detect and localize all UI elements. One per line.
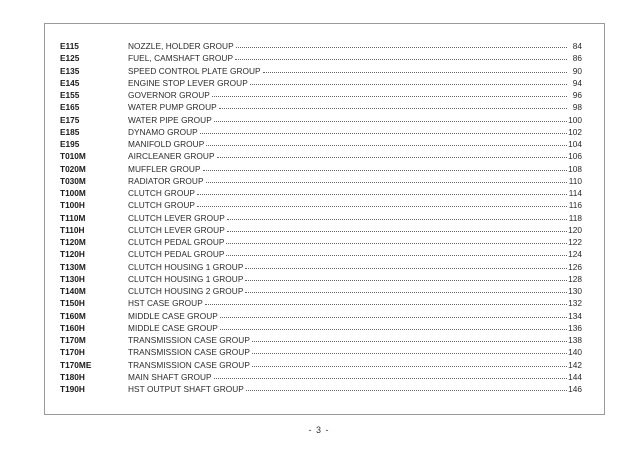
- toc-entry: [60, 101, 582, 113]
- toc-dot-leader: [220, 317, 567, 318]
- toc-entry: [60, 175, 582, 187]
- toc-entry-title: CLUTCH GROUP: [128, 188, 195, 198]
- toc-entry-code: E115: [60, 41, 79, 51]
- toc-entry: [60, 248, 582, 260]
- toc-dot-leader: [217, 157, 567, 158]
- toc-entry: [60, 285, 582, 297]
- toc-dot-leader: [203, 170, 567, 171]
- toc-entry: [60, 65, 582, 77]
- toc-entry-code: E145: [60, 77, 80, 88]
- toc-entry-code: T110H: [60, 224, 85, 235]
- toc-entry-title: MANIFOLD GROUP: [128, 139, 205, 149]
- toc-dot-leader: [227, 219, 567, 220]
- toc-entry-code: E135: [60, 65, 80, 76]
- toc-dot-leader: [219, 108, 567, 109]
- toc-entry-page: 86: [572, 53, 582, 64]
- toc-dot-leader: [214, 121, 567, 122]
- toc-dot-leader: [197, 206, 567, 207]
- toc-entry-code: T120H: [60, 249, 85, 260]
- toc-entry-title: MIDDLE CASE GROUP: [128, 322, 218, 333]
- toc-entry-page: 142: [568, 359, 582, 370]
- toc-entry-title: CLUTCH PEDAL GROUP: [128, 237, 225, 247]
- toc-entry-page: 144: [568, 371, 582, 382]
- toc-entry-page: 90: [572, 65, 582, 76]
- toc-entry-page: 106: [568, 151, 582, 162]
- toc-entry-title: MUFFLER GROUP: [128, 163, 201, 174]
- toc-entry-page: 108: [568, 163, 582, 174]
- toc-entry-code: E125: [60, 53, 80, 64]
- toc-entry-page: 110: [568, 175, 582, 186]
- toc-entry-title: CLUTCH LEVER GROUP: [128, 224, 225, 235]
- toc-entry-title: WATER PUMP GROUP: [128, 102, 217, 113]
- toc-entry: [60, 236, 582, 248]
- toc-entry-title: FUEL, CAMSHAFT GROUP: [128, 53, 234, 64]
- toc-entry-code: T100H: [60, 200, 85, 211]
- toc-entry-code: T150H: [60, 298, 85, 309]
- table-of-contents: [60, 40, 582, 395]
- toc-dot-leader: [252, 341, 567, 342]
- toc-entry-page: 94: [572, 77, 582, 88]
- toc-entry-code: E155: [60, 90, 80, 100]
- toc-entry: [60, 212, 582, 224]
- toc-entry-code: T130M: [60, 261, 86, 272]
- toc-entry-title: CLUTCH PEDAL GROUP: [128, 249, 225, 260]
- toc-entry-title: AIRCLEANER GROUP: [128, 151, 215, 162]
- toc-dot-leader: [226, 243, 567, 244]
- toc-dot-leader: [245, 292, 567, 293]
- toc-dot-leader: [236, 47, 567, 48]
- toc-entry-page: 116: [568, 200, 582, 211]
- toc-entry: [60, 40, 582, 52]
- toc-entry-title: ENGINE STOP LEVER GROUP: [128, 77, 248, 88]
- toc-entry-page: 84: [572, 41, 582, 51]
- toc-entry-code: T190H: [60, 384, 85, 394]
- toc-entry-code: T160M: [60, 310, 86, 321]
- toc-entry-title: CLUTCH HOUSING 2 GROUP: [128, 286, 244, 296]
- toc-entry-title: DYNAMO GROUP: [128, 126, 198, 137]
- toc-dot-leader: [200, 133, 567, 134]
- toc-dot-leader: [206, 145, 567, 146]
- toc-dot-leader: [197, 194, 567, 195]
- toc-entry-page: 128: [568, 273, 582, 284]
- toc-dot-leader: [214, 378, 567, 379]
- toc-entry-code: E175: [60, 114, 80, 125]
- toc-entry-code: T170ME: [60, 359, 92, 370]
- toc-entry-title: HST OUTPUT SHAFT GROUP: [128, 384, 244, 394]
- toc-entry-page: 96: [572, 90, 582, 100]
- toc-entry-title: MAIN SHAFT GROUP: [128, 371, 212, 382]
- toc-entry-page: 130: [568, 286, 582, 296]
- toc-entry-title: CLUTCH LEVER GROUP: [128, 212, 225, 223]
- toc-entry: [60, 52, 582, 64]
- toc-entry: [60, 89, 582, 101]
- toc-entry-page: 138: [568, 335, 582, 345]
- toc-entry-title: CLUTCH HOUSING 1 GROUP: [128, 261, 244, 272]
- toc-entry-page: 132: [568, 298, 582, 309]
- toc-entry: [60, 383, 582, 395]
- toc-entry-code: T180H: [60, 371, 85, 382]
- toc-entry-title: MIDDLE CASE GROUP: [128, 310, 218, 321]
- toc-entry: [60, 163, 582, 175]
- toc-entry: [60, 334, 582, 346]
- toc-entry-code: E195: [60, 139, 80, 149]
- toc-entry-title: TRANSMISSION CASE GROUP: [128, 359, 250, 370]
- toc-entry-code: T170H: [60, 347, 85, 358]
- toc-entry: [60, 126, 582, 138]
- toc-entry-title: CLUTCH HOUSING 1 GROUP: [128, 273, 244, 284]
- toc-entry-title: WATER PIPE GROUP: [128, 114, 212, 125]
- toc-entry: [60, 346, 582, 358]
- toc-entry-page: 146: [568, 384, 582, 394]
- toc-entry-code: T130H: [60, 273, 85, 284]
- toc-entry: [60, 297, 582, 309]
- toc-entry-page: 114: [568, 188, 582, 198]
- toc-entry: [60, 77, 582, 89]
- toc-dot-leader: [205, 304, 567, 305]
- toc-entry-page: 136: [568, 322, 582, 333]
- toc-dot-leader: [250, 84, 567, 85]
- toc-dot-leader: [206, 182, 567, 183]
- toc-entry-title: GOVERNOR GROUP: [128, 90, 210, 100]
- toc-dot-leader: [212, 96, 567, 97]
- toc-entry-page: 140: [568, 347, 582, 358]
- toc-entry-title: NOZZLE, HOLDER GROUP: [128, 41, 234, 51]
- toc-entry-page: 118: [568, 212, 582, 223]
- toc-entry-title: CLUTCH GROUP: [128, 200, 195, 211]
- toc-entry-code: T020M: [60, 163, 86, 174]
- toc-entry-code: T010M: [60, 151, 86, 162]
- toc-entry-title: RADIATOR GROUP: [128, 175, 204, 186]
- toc-dot-leader: [246, 390, 567, 391]
- toc-entry-code: T140M: [60, 286, 86, 296]
- toc-entry: [60, 150, 582, 162]
- toc-entry-code: T110M: [60, 212, 86, 223]
- toc-entry-page: 120: [568, 224, 582, 235]
- toc-entry: [60, 199, 582, 211]
- toc-entry-code: T030M: [60, 175, 86, 186]
- toc-entry-title: SPEED CONTROL PLATE GROUP: [128, 65, 261, 76]
- toc-dot-leader: [252, 366, 567, 367]
- toc-entry-page: 104: [568, 139, 582, 149]
- toc-entry-page: 98: [572, 102, 582, 113]
- toc-entry: [60, 187, 582, 199]
- toc-dot-leader: [220, 329, 567, 330]
- toc-entry-page: 134: [568, 310, 582, 321]
- toc-entry-page: 122: [568, 237, 582, 247]
- toc-entry-page: 102: [568, 126, 582, 137]
- toc-entry-code: T170M: [60, 335, 86, 345]
- toc-entry-page: 126: [568, 261, 582, 272]
- toc-dot-leader: [235, 59, 567, 60]
- toc-entry: [60, 273, 582, 285]
- toc-entry: [60, 261, 582, 273]
- toc-dot-leader: [263, 72, 567, 73]
- toc-entry: [60, 224, 582, 236]
- toc-entry-code: T120M: [60, 237, 86, 247]
- toc-entry-title: TRANSMISSION CASE GROUP: [128, 335, 250, 345]
- toc-entry: [60, 322, 582, 334]
- toc-entry-title: TRANSMISSION CASE GROUP: [128, 347, 250, 358]
- page-number: - 3 -: [308, 425, 330, 435]
- toc-entry-code: T100M: [60, 188, 86, 198]
- toc-entry: [60, 371, 582, 383]
- toc-entry: [60, 359, 582, 371]
- toc-dot-leader: [252, 353, 567, 354]
- toc-entry: [60, 138, 582, 150]
- toc-entry-page: 100: [568, 114, 582, 125]
- toc-entry: [60, 310, 582, 322]
- toc-dot-leader: [245, 268, 567, 269]
- toc-entry-code: E185: [60, 126, 80, 137]
- toc-entry: [60, 114, 582, 126]
- toc-dot-leader: [226, 255, 567, 256]
- toc-entry-title: HST CASE GROUP: [128, 298, 203, 309]
- toc-entry-page: 124: [568, 249, 582, 260]
- toc-entry-code: E165: [60, 102, 80, 113]
- toc-dot-leader: [245, 280, 567, 281]
- toc-dot-leader: [227, 231, 567, 232]
- toc-entry-code: T160H: [60, 322, 85, 333]
